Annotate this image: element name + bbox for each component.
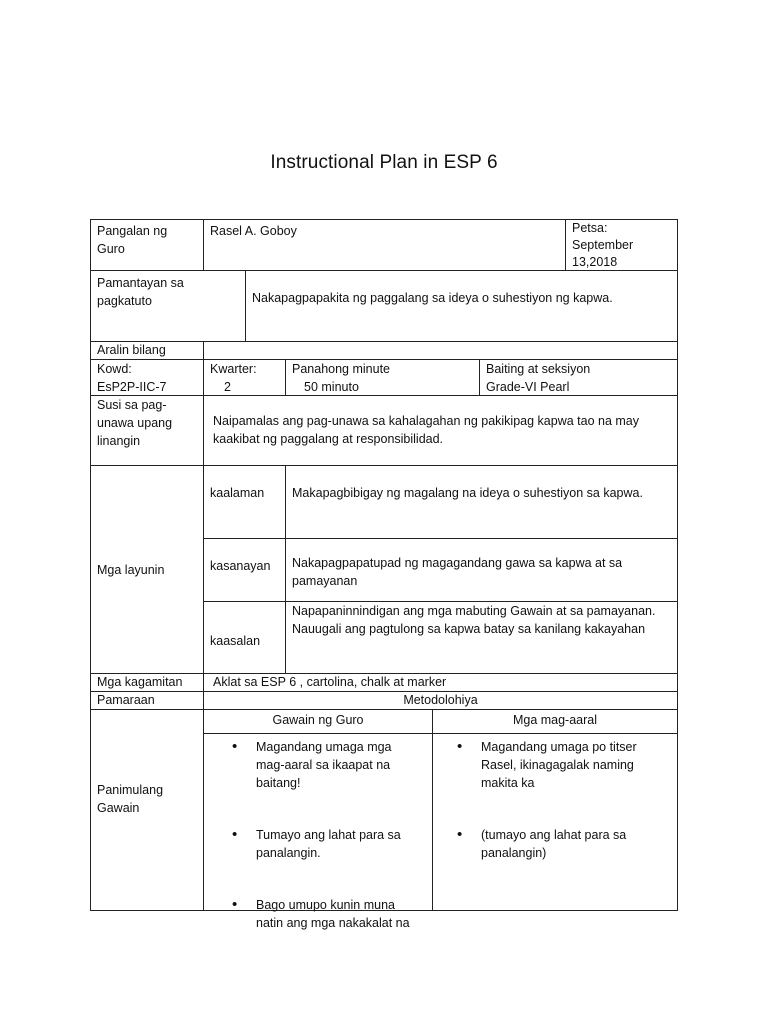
guro-activity-item: • Magandang umaga mga mag-aaral sa ikaapat na baitang! (228, 738, 422, 792)
susi-label: Susi sa pag-unawa upang linangin (97, 398, 173, 448)
guro-activity-list (228, 738, 422, 932)
susi-label-cell (90, 395, 204, 466)
aralin-value-cell (203, 341, 678, 360)
layunin-label-cell (90, 465, 204, 674)
pamantayan-label: Pamantayan sa pagkatuto (97, 276, 184, 308)
kaasalan-domain-cell (203, 601, 286, 674)
guro-label: Pangalan ng Guro (97, 224, 168, 256)
baiting-value: Grade-VI Pearl (486, 380, 570, 394)
kasanayan-label: kasanayan (210, 559, 271, 573)
guro-value-cell (203, 219, 566, 271)
pamantayan-label-cell (90, 270, 246, 342)
kaalaman-text-cell (285, 465, 678, 539)
kagamitan-value-cell (203, 673, 678, 692)
panahon-cell (285, 359, 480, 396)
kowd-cell (90, 359, 204, 396)
kagamitan-label: Mga kagamitan (97, 675, 183, 689)
metodolohiya-header: Metodolohiya (403, 693, 478, 707)
panahon-label: Panahong minute (292, 362, 390, 376)
kaalaman-text: Makapagbibigay ng magalang na ideya o suhestiyon sa kapwa. (292, 486, 643, 500)
document-title: Instructional Plan in ESP 6 (270, 152, 498, 173)
panimula-label-cell (90, 709, 204, 911)
magaaral-activity-item: • (tumayo ang lahat para sa panalangin) (453, 826, 667, 862)
kaalaman-label: kaalaman (210, 486, 265, 500)
petsa-value: September 13,2018 (572, 238, 634, 269)
guro-column-label: Gawain ng Guro (272, 713, 364, 727)
kasanayan-domain-cell (203, 538, 286, 602)
kwarter-value: 2 (224, 380, 231, 394)
guro-activity-item: • Bago umupo kunin muna natin ang mga nakakalat na (228, 896, 422, 932)
guro-column-header (203, 709, 433, 734)
panahon-value: 50 minuto (304, 380, 359, 394)
aralin-label-cell (90, 341, 204, 360)
pamaraan-label-cell (90, 691, 204, 710)
kagamitan-text: Aklat sa ESP 6 , cartolina, chalk at marker (213, 675, 447, 689)
pamantayan-text: Nakapagpapakita ng paggalang sa ideya o suhestiyon ng kapwa. (252, 291, 613, 305)
aralin-label: Aralin bilang (97, 343, 166, 357)
kwarter-cell (203, 359, 286, 396)
guro-activity-cell (203, 733, 433, 930)
magaaral-column-label: Mga mag-aaral (512, 713, 598, 727)
kasanayan-text-cell (285, 538, 678, 602)
magaaral-activity-list (453, 738, 667, 862)
baiting-cell (479, 359, 678, 396)
kwarter-label: Kwarter: (210, 362, 257, 376)
susi-value-cell (203, 395, 678, 466)
kagamitan-label-cell (90, 673, 204, 692)
kowd-label: Kowd: (97, 362, 132, 376)
kasanayan-text: Nakapagpapatupad ng magagandang gawa sa kapwa at sa pamayanan (292, 556, 623, 588)
layunin-label: Mga layunin (97, 562, 165, 577)
metodolohiya-cell (203, 691, 678, 710)
kaasalan-text-cell (285, 601, 678, 674)
kowd-code: EsP2P-IIC-7 (97, 380, 167, 394)
panimula-label: Panimulang Gawain (97, 783, 164, 815)
kaalaman-domain-cell (203, 465, 286, 539)
susi-text: Naipamalas ang pag-unawa sa kahalagahan ng pakikipag kapwa tao na may kaakibat ng paggalang at responsibilidad. (213, 414, 639, 446)
guro-label-cell (90, 219, 204, 271)
petsa-label: Petsa: (572, 221, 608, 235)
kaasalan-text: Napapaninnindigan ang mga mabuting Gawain at sa pamayanan. Nauugali ang pagtulong sa kapwa batay sa kanilang kakayahan (292, 604, 656, 636)
pamantayan-value-cell (245, 270, 678, 342)
pamaraan-label: Pamaraan (97, 693, 155, 707)
magaaral-activity-item: • Magandang umaga po titser Rasel, ikinagagalak naming makita ka (453, 738, 667, 792)
kaasalan-label: kaasalan (210, 633, 261, 648)
baiting-label: Baiting at seksiyon (486, 362, 591, 376)
magaaral-activity-cell (432, 733, 678, 911)
guro-activity-item: • Tumayo ang lahat para sa panalangin. (228, 826, 422, 862)
petsa-cell (565, 219, 678, 271)
guro-name: Rasel A. Goboy (210, 224, 297, 238)
magaaral-column-header (432, 709, 678, 734)
